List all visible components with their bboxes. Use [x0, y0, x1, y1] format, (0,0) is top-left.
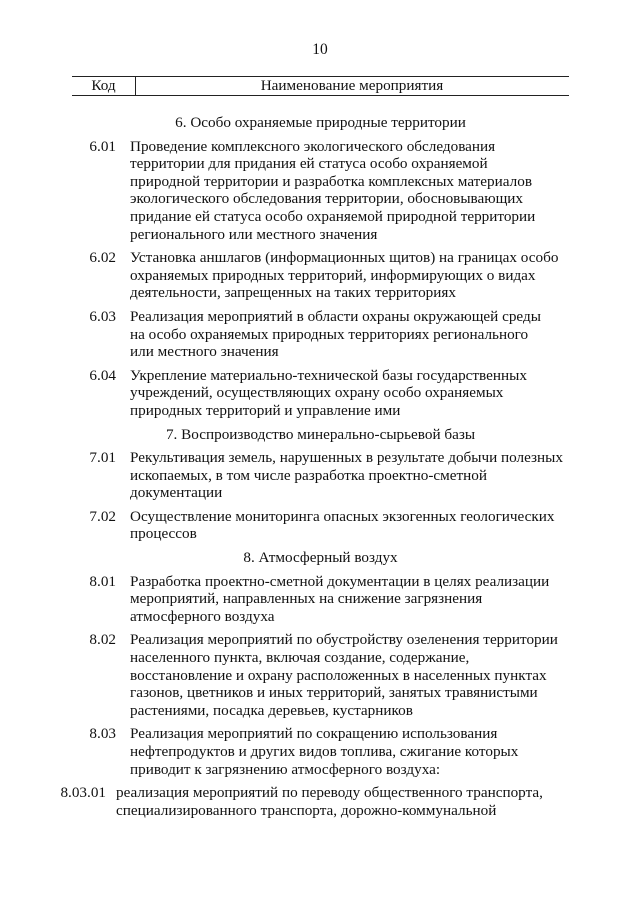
measure-name	[130, 249, 569, 302]
measure-name-line: Реализация мероприятий в области охраны окружающей среды	[130, 307, 541, 325]
measure-row	[72, 573, 569, 626]
measure-name-line: документации	[130, 484, 223, 502]
measure-name-line: Разработка проектно-сметной документации в целях реализации	[130, 572, 550, 590]
measure-name-line: атмосферного воздуха	[130, 607, 275, 625]
measure-code: 8.03.01	[60, 784, 106, 802]
measure-code: 6.04	[89, 366, 116, 384]
measure-name-line: придание ей статуса особо охраняемой природной территории	[130, 207, 536, 225]
table-header	[72, 73, 569, 99]
measure-row	[72, 508, 569, 543]
section-title: 8. Атмосферный воздух	[243, 549, 398, 567]
section-title: 6. Особо охраняемые природные территории	[175, 114, 466, 131]
page-number: 10	[312, 41, 328, 58]
measure-code: 8.01	[89, 572, 116, 590]
header-bottom-rule	[72, 95, 569, 96]
measure-name-line: учреждений, осуществляющих охрану особо охраняемых	[130, 384, 504, 402]
measure-name-line: или местного значения	[130, 343, 279, 361]
measure-name-line: Рекультивация земель, нарушенных в результате добычи полезных	[130, 449, 563, 467]
measure-name-line: Укрепление материально-технической базы государственных	[130, 366, 527, 384]
measure-name	[130, 573, 569, 626]
measure-name	[130, 449, 569, 502]
measure-name-line: приводит к загрязнению атмосферного воздуха:	[130, 760, 441, 778]
measure-name-line: Реализация мероприятий по сокращению использования	[130, 725, 498, 743]
measure-code: 6.02	[89, 249, 116, 267]
measure-row	[72, 631, 569, 719]
measure-code: 6.03	[89, 307, 116, 325]
measure-name-line: регионального или местного значения	[130, 225, 378, 243]
measure-name-line: ископаемых, в том числе разработка проектно-сметной	[130, 466, 487, 484]
measure-name-line: нефтепродуктов и других видов топлива, сжигание которых	[130, 743, 519, 760]
section-title: 7. Воспроизводство минерально-сырьевой базы	[165, 425, 476, 443]
measure-name	[130, 367, 569, 420]
measure-name	[130, 725, 569, 778]
measure-code: 8.03	[89, 725, 116, 743]
measure-code: 8.02	[89, 631, 116, 649]
measure-name	[130, 308, 569, 361]
measure-name-line: природной территории и разработка комплексных материалов	[130, 172, 532, 190]
measure-code: 7.02	[89, 507, 116, 525]
measure-row	[72, 249, 569, 302]
measure-row	[60, 784, 569, 819]
measure-name-line: Установка аншлагов (информационных щитов) на границах особо	[130, 249, 559, 267]
measure-row	[72, 367, 569, 420]
measure-name	[130, 508, 569, 543]
measure-name-line: природных территорий и управление ими	[130, 401, 401, 419]
measure-code: 7.01	[89, 449, 116, 467]
measure-name-line: Проведение комплексного экологического обследования	[130, 137, 496, 155]
measure-row	[72, 308, 569, 361]
header-code: Код	[91, 77, 116, 94]
measure-name-line: деятельности, запрещенных на таких территориях	[130, 284, 456, 302]
measure-name-line: Осуществление мониторинга опасных экзогенных геологических	[130, 507, 555, 525]
header-name: Наименование мероприятия	[260, 77, 444, 94]
measure-name-line: Реализация мероприятий по обустройству озеленения территории	[130, 631, 558, 649]
measure-name-line: реализация мероприятий по переводу общественного транспорта,	[116, 784, 543, 802]
measure-row	[72, 449, 569, 502]
measure-name-line: растениями, посадка деревьев, кустарников	[130, 701, 413, 719]
measure-name-line: процессов	[130, 525, 197, 543]
measure-name-line: мероприятий, направленных на снижение загрязнения	[130, 590, 483, 608]
measure-name	[116, 784, 569, 819]
measure-name	[130, 138, 569, 244]
measure-name-line: на особо охраняемых природных территориях регионального	[130, 325, 529, 343]
measure-name-line: населенного пункта, включая создание, содержание,	[130, 649, 470, 667]
measure-name-line: специализированного транспорта, дорожно-коммунальной	[116, 801, 497, 819]
measure-row	[72, 138, 569, 244]
measure-name-line: газонов, цветников и иных территорий, занятых травянистыми	[130, 684, 538, 702]
measure-name-line: восстановление и охрану расположенных в населенных пунктах	[130, 666, 547, 684]
measure-name-line: экологического обследования территории, обосновывающих	[130, 190, 524, 208]
measure-name-line: охраняемых природных территорий, информирующих о видах	[130, 266, 536, 284]
measure-name-line: территории для придания ей статуса особо охраняемой	[130, 155, 488, 173]
measure-name	[130, 631, 569, 719]
measure-code: 6.01	[89, 137, 116, 155]
measure-row	[72, 725, 569, 778]
measures-table-body	[60, 114, 569, 825]
